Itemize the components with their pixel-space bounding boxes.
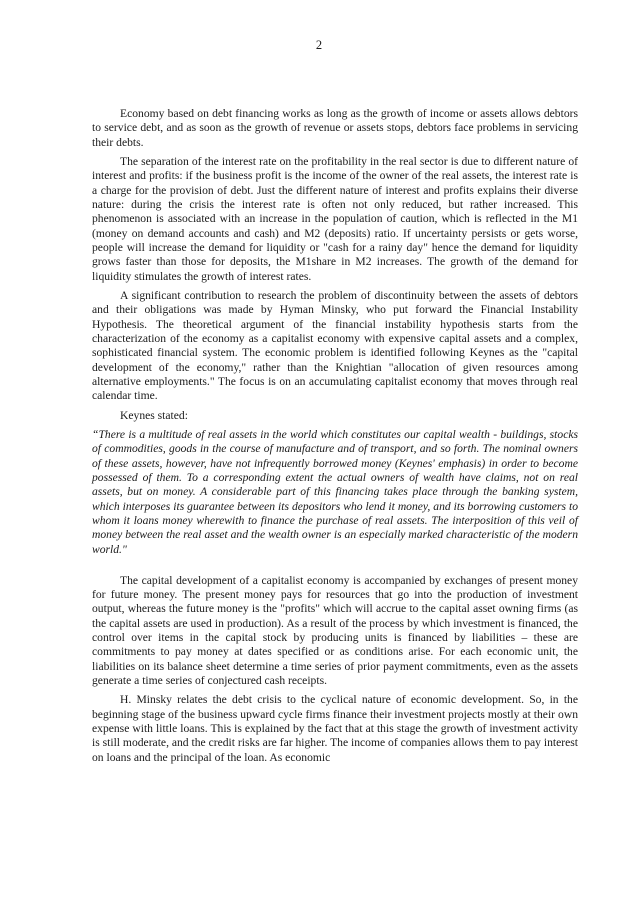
paragraph-keynes-stated: Keynes stated: [120, 408, 188, 422]
keynes-quote: “There is a multitude of real assets in the world which constitutes our capital wealth - buildings, stocks of commodities, goods in the course of manufacture and of transport, and so forth. The nominal owners of these assets, however, have not infrequently borrowed money (Keynes' emphasis) in order to become possessed of them. To a corresponding extent the actual owners of wealth have claims, not on real assets, but on money. A considerable part of this financing takes place through the banking system, which interposes its guarantee between its depositors who lend it money, and its borrowing customers to whom it loans money wherewith to finance the purchase of real assets. The interposition of this veil of money between the real asset and the wealth owner is an especially marked characteristic of the modern world." [92, 428, 578, 556]
paragraph-debt-financing: Economy based on debt financing works as long as the growth of income or assets allows debtors to service debt, and as soon as the growth of revenue or assets stops, debtors face problems in servicing their debts. [92, 107, 578, 149]
page-number: 2 [315, 38, 323, 52]
document-body [92, 107, 578, 770]
paragraph-debt-crisis-cycle: H. Minsky relates the debt crisis to the cyclical nature of economic development. So, in the beginning stage of the business upward cycle firms finance their investment projects mostly at their own expense with little loans. This is explained by the fact that at this stage the growth of investment activity is still moderate, and the credit risks are far higher. The income of companies allows them to pay interest on loans and the principal of the loan. As economic [92, 693, 578, 764]
paragraph-minsky-contribution: A significant contribution to research the problem of discontinuity between the assets of debtors and their obligations was made by Hyman Minsky, who put forward the Financial Instability Hypothesis. The theoretical argument of the financial instability hypothesis starts from the characterization of the economy as a capitalist economy with expensive capital assets and a complex, sophisticated financial system. The economic problem is identified following Keynes as the "capital development of the economy," rather than the Knightian "allocation of given resources among alternative employments." The focus is on an accumulating capitalist economy that moves through real calendar time. [92, 289, 578, 403]
paragraph-capital-development: The capital development of a capitalist economy is accompanied by exchanges of present money for future money. The present money pays for resources that go into the production of investment output, whereas the future money is the "profits" which will accrue to the capital asset owning firms (as the capital assets are used in production). As a result of the process by which investment is financed, the control over items in the capital stock by producing units is financed by liabilities – these are commitments to pay money at dates specified or as conditions arise. For each economic unit, the liabilities on its balance sheet determine a time series of prior payment commitments, even as the assets generate a time series of conjectured cash receipts. [92, 573, 578, 687]
paragraph-interest-rate: The separation of the interest rate on the profitability in the real sector is due to different nature of interest and profits: if the business profit is the income of the owner of the real assets, the interest rate is a charge for the provision of debt. Just the different nature of interest and profits explains their diverse nature: during the crisis the interest rate is often not only reduced, but rather increased. This phenomenon is associated with an increase in the population of caution, which is reflected in the M1 (money on demand accounts and cash) and M2 (deposits) ratio. If uncertainty persists or gets worse, people will increase the demand for liquidity or "cash for a rainy day" hence the demand for liquidity grows faster than those for deposits, the M1share in M2 increases. The growth of the demand for liquidity stimulates the growth of interest rates. [92, 155, 578, 283]
